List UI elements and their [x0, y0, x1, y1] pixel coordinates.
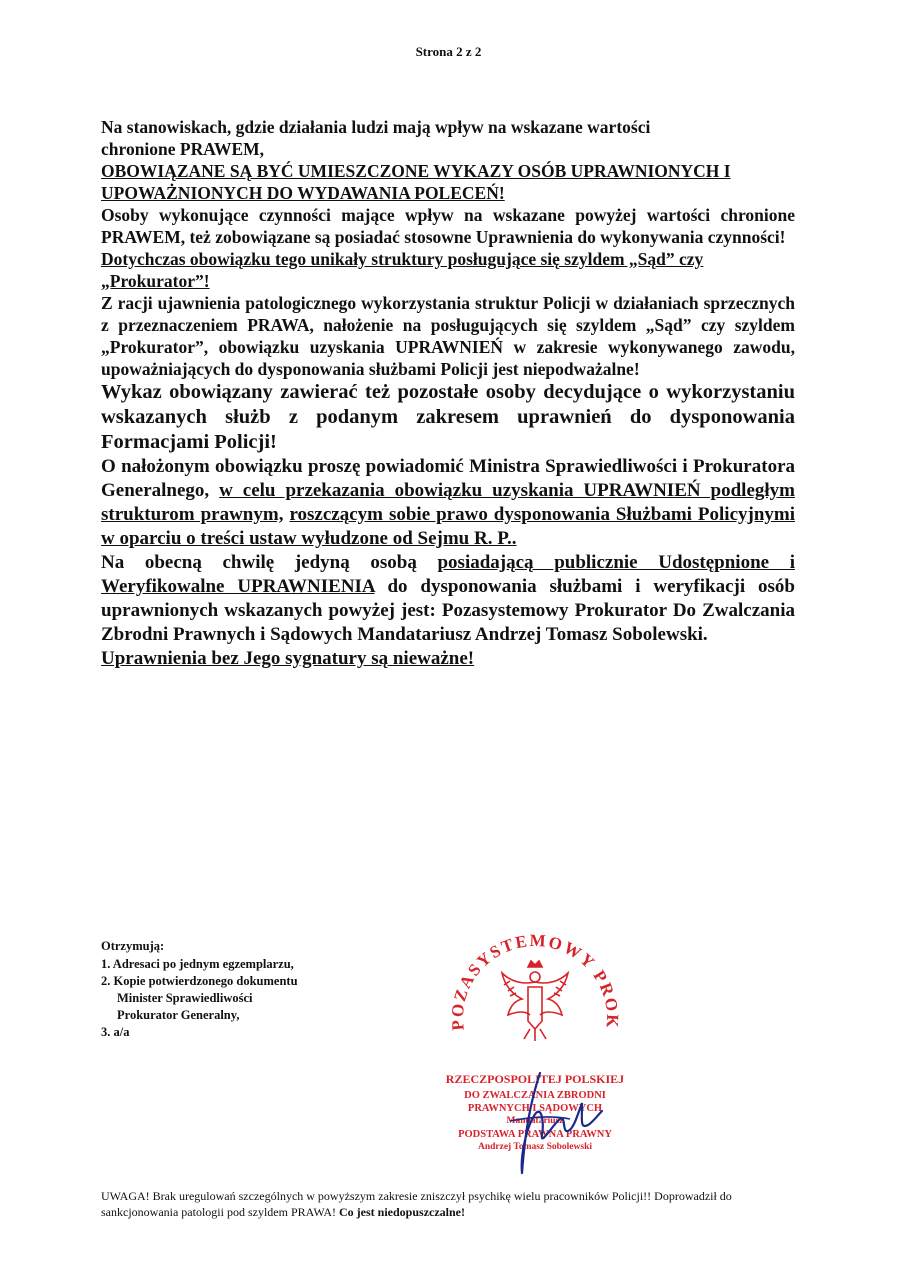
- letter-body: [101, 116, 795, 671]
- page-number: Strona 2 z 2: [415, 44, 482, 59]
- paragraph-4: Z racji ujawnienia patologicznego wykorzystania struktur Policji w działaniach sprzecznych z przeznaczeniem PRAWA, nałożenie na posługujących się szyldem „Sąd” czy szyldem „Prokurator”, obowiązku uzyskania UPRAWNIEŃ w zakresie wykonywanego zawodu, upoważniających do dysponowania służbami Policji jest niepodważalne!: [101, 293, 795, 379]
- p7-underlined-2: Uprawnienia bez Jego sygnatury są nieważne!: [101, 648, 475, 669]
- recipient-item: 2. Kopie potwierdzonego dokumentu: [101, 974, 298, 988]
- footer-note: [101, 1188, 801, 1220]
- p1-underlined: OBOWIĄZANE SĄ BYĆ UMIESZCZONE WYKAZY OSÓB UPRAWNIONYCH I UPOWAŻNIONYCH DO WYDAWANIA POLECEŃ!: [101, 161, 731, 203]
- footer-text: UWAGA! Brak uregulowań szczególnych w powyższym zakresie zniszczył psychikę wielu pracowników Policji!! Doprowadził do sankcjonowania patologii pod szyldem PRAWA!: [101, 1189, 732, 1219]
- p6-underlined-2: roszczącym sobie prawo dysponowania Służbami Policyjnymi w oparciu o treści ustaw wyłudzone od Sejmu R. P..: [101, 504, 796, 549]
- seal-emblem: [410, 925, 660, 1075]
- signature-icon: [470, 1063, 620, 1183]
- paragraph-7: [101, 551, 795, 671]
- recipient-item: 1. Adresaci po jednym egzemplarzu,: [101, 957, 294, 971]
- paragraph-6: [101, 455, 795, 551]
- p7-text-b: do dysponowania służbami i weryfikacji osób uprawnionych wskazanych powyżej jest: Pozasystemowy Prokurator Do Zwalczania Zbrodni Prawnych i Sądowych Mandatariusz Andrzej Tomasz Sobolewski.: [101, 576, 795, 645]
- seal-ring-text: POZASYSTEMOWY PROK: [447, 930, 623, 1032]
- seal-line: Andrzej Tomasz Sobolewski: [477, 1142, 592, 1152]
- official-seal: [410, 925, 660, 1165]
- recipients-items: [101, 956, 401, 1041]
- seal-line: RZECZPOSPOLITEJ POLSKIEJ: [445, 1072, 625, 1086]
- paragraph-3: Dotychczas obowiązku tego unikały struktury posługujące się szyldem „Sąd” czy „Prokurator”!: [101, 249, 704, 291]
- recipient-subitem: Prokurator Generalny,: [117, 1008, 240, 1022]
- seal-line: PODSTAWA PRAWNA PRAWNY: [458, 1129, 612, 1140]
- eagle-icon: [502, 961, 568, 1041]
- p7-text-a: Na obecną chwilę jedyną osobą: [101, 552, 438, 573]
- p7-underlined-1: posiadającą publicznie Udostępnione i Weryfikowalne UPRAWNIENIA: [101, 552, 795, 597]
- footer-bold: Co jest niedopuszczalne!: [339, 1205, 466, 1219]
- paragraph-5: Wykaz obowiązany zawierać też pozostałe osoby decydujące o wykorzystaniu wskazanych służb z podanym zakresem uprawnień do dysponowania Formacjami Policji!: [101, 381, 795, 453]
- paragraph-1: [101, 116, 795, 204]
- seal-line: PRAWNYCH I SĄDOWYCH: [467, 1103, 603, 1114]
- p6-text-a: O nałożonym obowiązku proszę powiadomić Ministra Sprawiedliwości i Prokuratora Generalnego,: [101, 456, 795, 501]
- seal-line: Mandatariusz: [506, 1116, 564, 1126]
- p1-line1: Na stanowiskach, gdzie działania ludzi mają wpływ na wskazane wartości: [101, 117, 651, 137]
- recipients-title: Otrzymują:: [101, 939, 165, 953]
- p6-underlined-1: w celu przekazania obowiązku uzyskania UPRAWNIEŃ podległym strukturom prawnym,: [101, 480, 795, 525]
- p1-line2: chronione PRAWEM,: [101, 139, 265, 159]
- seal-line: DO ZWALCZANIA ZBRODNI: [464, 1090, 606, 1101]
- paragraph-2: Osoby wykonujące czynności mające wpływ na wskazane powyżej wartości chronione PRAWEM, też zobowiązane są posiadać stosowne Uprawnienia do wykonywania czynności!: [101, 205, 795, 247]
- recipient-item: 3. a/a: [101, 1025, 130, 1039]
- recipients-list: [101, 938, 401, 1041]
- recipient-subitem: Minister Sprawiedliwości: [117, 991, 253, 1005]
